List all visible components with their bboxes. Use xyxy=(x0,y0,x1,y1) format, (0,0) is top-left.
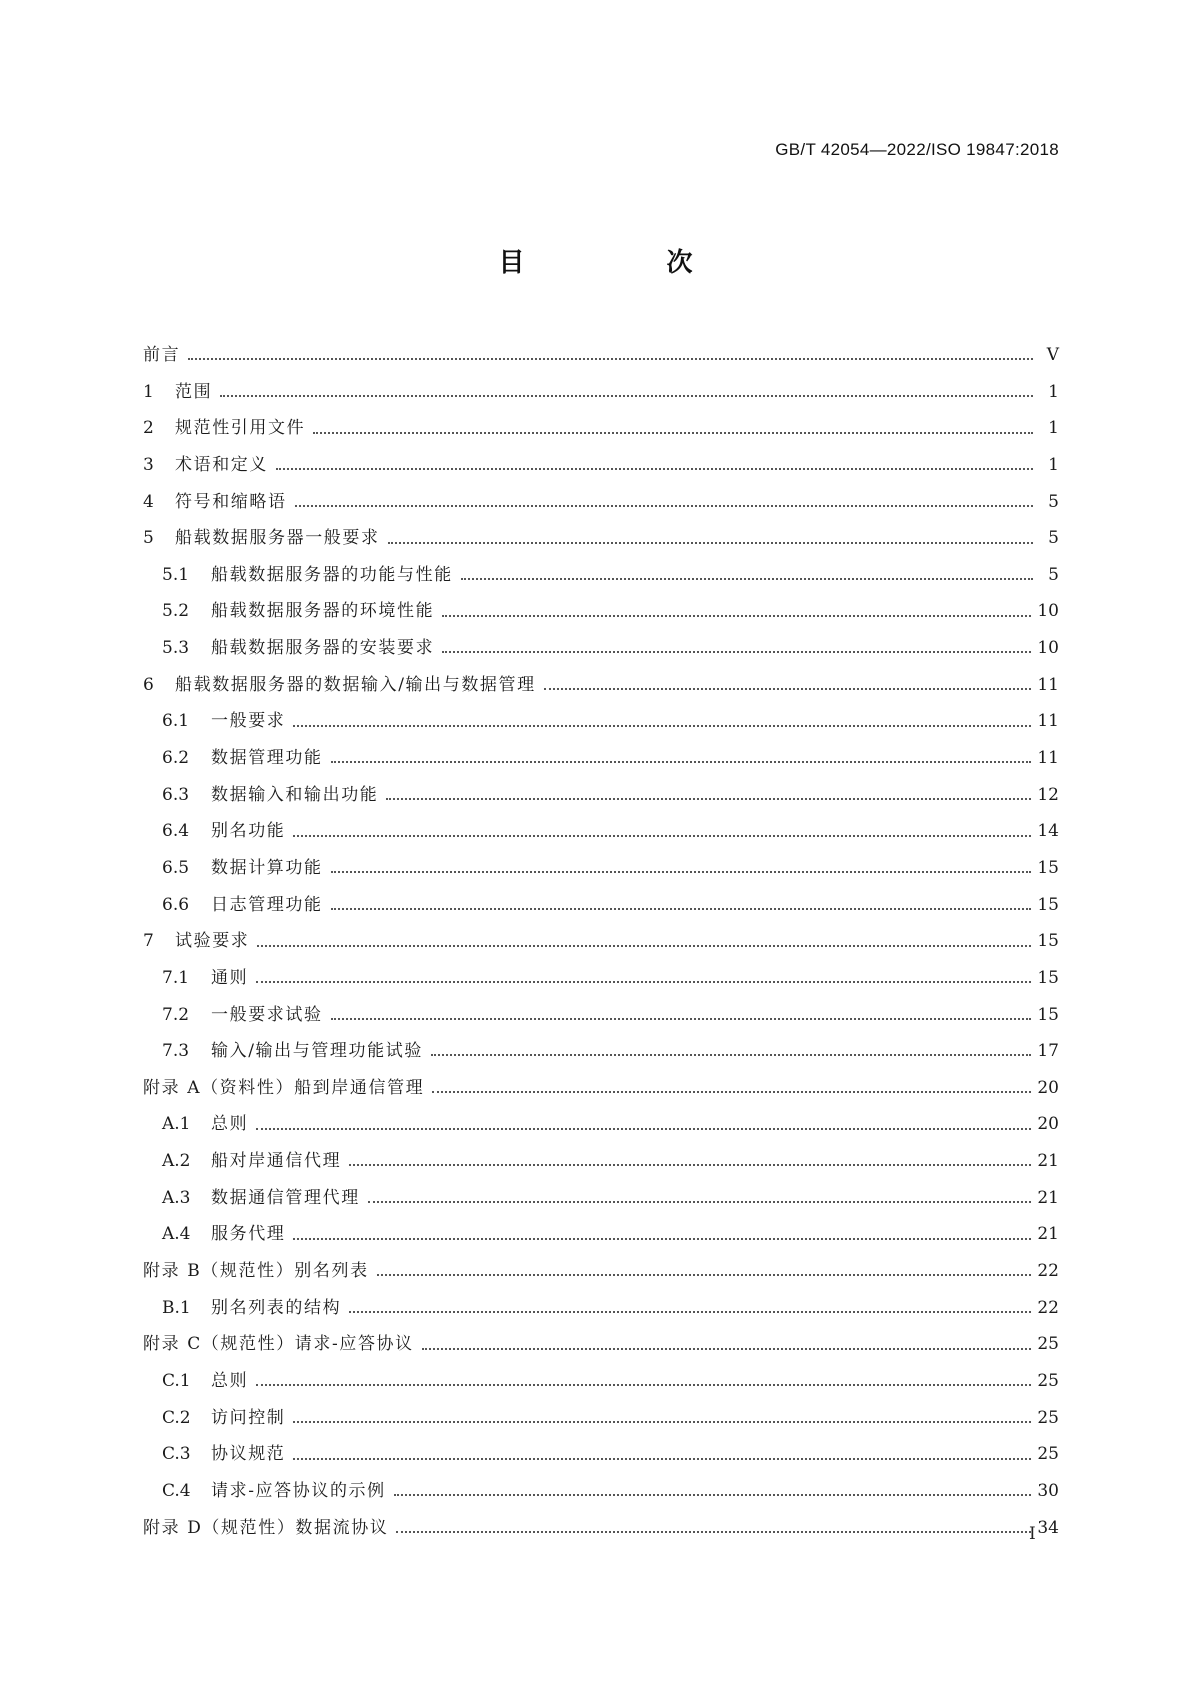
toc-entry-number: 5 xyxy=(143,528,154,549)
toc-entry-text: 服务代理 xyxy=(211,1224,286,1245)
toc-entry-page: V xyxy=(1046,345,1059,365)
toc-entry[interactable] xyxy=(143,923,1059,960)
toc-entry-page: 5 xyxy=(1048,564,1059,585)
toc-entry-number: 5.2 xyxy=(162,601,190,622)
toc-entry-number: 5.1 xyxy=(162,564,190,585)
dot-leader xyxy=(331,871,1032,873)
toc-entry-label xyxy=(143,447,268,484)
toc-entry-text: 范围 xyxy=(175,381,213,402)
toc-entry-page: 15 xyxy=(1037,967,1059,988)
toc-entry-label xyxy=(162,740,323,777)
toc-entry-page: 11 xyxy=(1037,674,1059,695)
toc-entry-page: 15 xyxy=(1037,857,1059,878)
toc-entry-label xyxy=(162,593,434,630)
dot-leader xyxy=(256,981,1031,983)
toc-entry-text: 请求-应答协议的示例 xyxy=(211,1480,386,1501)
toc-entry[interactable] xyxy=(143,1070,1059,1107)
toc-entry-page: 15 xyxy=(1037,894,1059,915)
toc-entry[interactable] xyxy=(143,1290,1059,1327)
toc-entry[interactable] xyxy=(143,557,1059,594)
toc-entry-page: 25 xyxy=(1037,1334,1059,1355)
toc-entry[interactable] xyxy=(143,740,1059,777)
toc-entry-label xyxy=(143,667,536,704)
toc-entry-number: C.1 xyxy=(162,1370,191,1391)
toc-entry-number: 2 xyxy=(143,418,154,439)
toc-entry-text: 规范性引用文件 xyxy=(175,418,306,439)
dot-leader xyxy=(368,1201,1032,1203)
toc-entry-label xyxy=(162,1143,341,1180)
toc-entry[interactable] xyxy=(143,1436,1059,1473)
toc-entry-label xyxy=(143,520,380,557)
page-number: I xyxy=(1029,1524,1036,1544)
dot-leader xyxy=(432,1091,1031,1093)
dot-leader xyxy=(461,578,1033,580)
toc-entry-number: 4 xyxy=(143,491,154,512)
toc-entry-text: 协议规范 xyxy=(211,1444,286,1465)
toc-entry-text: 船载数据服务器的安装要求 xyxy=(211,638,435,659)
toc-entry-page: 20 xyxy=(1037,1077,1059,1098)
toc-entry-page: 22 xyxy=(1037,1297,1059,1318)
toc-entry-page: 10 xyxy=(1037,638,1059,659)
dot-leader xyxy=(396,1531,1031,1533)
toc-entry-label xyxy=(162,813,285,850)
toc-entry[interactable] xyxy=(143,667,1059,704)
toc-entry-label xyxy=(162,1180,360,1217)
toc-entry-text: 通则 xyxy=(211,967,249,988)
dot-leader xyxy=(188,358,1033,360)
toc-entry-label xyxy=(162,1363,248,1400)
toc-entry-page: 25 xyxy=(1037,1407,1059,1428)
toc-entry-label xyxy=(162,997,323,1034)
toc-entry-number: A.2 xyxy=(162,1151,191,1172)
toc-entry-number: 6.2 xyxy=(162,748,190,769)
toc-entry[interactable] xyxy=(143,1033,1059,1070)
toc-entry[interactable] xyxy=(143,1326,1059,1363)
toc-entry[interactable] xyxy=(143,887,1059,924)
table-of-contents xyxy=(143,337,1059,1546)
dot-leader xyxy=(388,542,1033,544)
toc-entry[interactable] xyxy=(143,960,1059,997)
toc-entry-text: 附录 A（资料性）船到岸通信管理 xyxy=(143,1077,425,1098)
dot-leader xyxy=(394,1494,1032,1496)
toc-entry-text: 总则 xyxy=(211,1114,249,1135)
dot-leader xyxy=(293,835,1031,837)
dot-leader xyxy=(293,1421,1031,1423)
toc-entry-number: 7.1 xyxy=(162,967,190,988)
toc-entry[interactable] xyxy=(143,777,1059,814)
toc-entry[interactable] xyxy=(143,337,1059,374)
toc-entry-page: 21 xyxy=(1037,1151,1059,1172)
toc-entry-number: 6.5 xyxy=(162,857,190,878)
toc-entry-number: B.1 xyxy=(162,1297,191,1318)
toc-entry-page: 5 xyxy=(1048,491,1059,512)
dot-leader xyxy=(331,908,1032,910)
toc-entry[interactable] xyxy=(143,1180,1059,1217)
toc-entry-page: 14 xyxy=(1037,821,1059,842)
dot-leader xyxy=(295,505,1033,507)
toc-entry-text: 一般要求 xyxy=(211,711,286,732)
toc-entry-label xyxy=(162,850,323,887)
toc-entry-label xyxy=(162,557,453,594)
toc-entry-label xyxy=(162,630,434,667)
toc-entry-text: 船载数据服务器的数据输入/输出与数据管理 xyxy=(175,674,536,695)
toc-entry-number: C.3 xyxy=(162,1444,191,1465)
toc-entry-page: 10 xyxy=(1037,601,1059,622)
toc-entry-label xyxy=(143,1253,369,1290)
toc-entry-page: 11 xyxy=(1037,748,1059,769)
toc-entry[interactable] xyxy=(143,520,1059,557)
dot-leader xyxy=(313,432,1033,434)
toc-entry-page: 15 xyxy=(1037,1004,1059,1025)
toc-entry-number: A.3 xyxy=(162,1187,191,1208)
toc-entry-label xyxy=(143,923,249,960)
toc-entry-page: 21 xyxy=(1037,1224,1059,1245)
dot-leader xyxy=(431,1054,1031,1056)
toc-entry-number: 6 xyxy=(143,674,154,695)
toc-entry-label xyxy=(162,1436,285,1473)
toc-entry-label xyxy=(162,960,248,997)
toc-entry[interactable] xyxy=(143,1400,1059,1437)
toc-entry-text: 附录 B（规范性）别名列表 xyxy=(143,1261,369,1282)
toc-entry[interactable] xyxy=(143,1143,1059,1180)
toc-entry-text: 船对岸通信代理 xyxy=(211,1151,342,1172)
dot-leader xyxy=(349,1311,1031,1313)
toc-entry-page: 11 xyxy=(1037,711,1059,732)
toc-entry-number: 7.2 xyxy=(162,1004,190,1025)
toc-entry-page: 25 xyxy=(1037,1444,1059,1465)
toc-entry-page: 12 xyxy=(1037,784,1059,805)
toc-entry[interactable] xyxy=(143,703,1059,740)
toc-entry-text: 附录 C（规范性）请求-应答协议 xyxy=(143,1334,414,1355)
toc-entry-number: 3 xyxy=(143,454,154,475)
dot-leader xyxy=(331,1018,1032,1020)
toc-entry-text: 试验要求 xyxy=(175,931,250,952)
toc-entry-text: 术语和定义 xyxy=(175,454,268,475)
dot-leader xyxy=(349,1164,1031,1166)
toc-entry-text: 附录 D（规范性）数据流协议 xyxy=(143,1517,389,1538)
toc-entry-label xyxy=(143,1070,424,1107)
toc-entry-label xyxy=(162,777,378,814)
toc-entry-number: 5.3 xyxy=(162,638,190,659)
page-title: 目 次 xyxy=(498,248,751,278)
dot-leader xyxy=(544,688,1032,690)
toc-entry[interactable] xyxy=(143,1106,1059,1143)
dot-leader xyxy=(256,1128,1031,1130)
toc-entry-page: 30 xyxy=(1037,1480,1059,1501)
toc-entry-number: 7.3 xyxy=(162,1041,190,1062)
toc-entry-label xyxy=(143,337,180,374)
standard-code: GB/T 42054—2022/ISO 19847:2018 xyxy=(775,140,1059,159)
toc-entry-text: 一般要求试验 xyxy=(211,1004,323,1025)
toc-entry[interactable] xyxy=(143,997,1059,1034)
dot-leader xyxy=(293,1458,1031,1460)
toc-entry-label xyxy=(162,1473,386,1510)
toc-entry-label xyxy=(143,1326,414,1363)
toc-entry-label xyxy=(162,1033,423,1070)
toc-entry-label xyxy=(143,410,305,447)
toc-entry-page: 25 xyxy=(1037,1370,1059,1391)
toc-entry-text: 船载数据服务器一般要求 xyxy=(175,528,380,549)
dot-leader xyxy=(256,1384,1031,1386)
toc-entry-page: 20 xyxy=(1037,1114,1059,1135)
toc-entry-label xyxy=(162,887,323,924)
dot-leader xyxy=(276,468,1033,470)
toc-entry-text: 数据计算功能 xyxy=(211,857,323,878)
dot-leader xyxy=(293,1238,1031,1240)
toc-entry-label xyxy=(162,1400,285,1437)
toc-entry-page: 34 xyxy=(1037,1517,1059,1538)
toc-entry[interactable] xyxy=(143,1510,1059,1547)
toc-entry[interactable] xyxy=(143,374,1059,411)
toc-entry-number: 6.4 xyxy=(162,821,190,842)
toc-entry-label xyxy=(162,1216,285,1253)
dot-leader xyxy=(442,615,1031,617)
toc-entry-text: 船载数据服务器的环境性能 xyxy=(211,601,435,622)
dot-leader xyxy=(377,1274,1032,1276)
toc-entry[interactable] xyxy=(143,593,1059,630)
toc-entry[interactable] xyxy=(143,813,1059,850)
toc-entry-number: 1 xyxy=(143,381,154,402)
toc-entry-number: 6.1 xyxy=(162,711,190,732)
toc-entry-text: 别名功能 xyxy=(211,821,286,842)
toc-entry-label xyxy=(143,484,287,521)
dot-leader xyxy=(422,1348,1032,1350)
toc-entry-page: 1 xyxy=(1048,454,1059,475)
toc-entry[interactable] xyxy=(143,1473,1059,1510)
toc-entry-page: 22 xyxy=(1037,1261,1059,1282)
toc-entry-label xyxy=(143,374,212,411)
toc-entry-number: 7 xyxy=(143,931,154,952)
toc-entry[interactable] xyxy=(143,447,1059,484)
toc-entry-text: 数据通信管理代理 xyxy=(211,1187,360,1208)
toc-entry-label xyxy=(162,1290,341,1327)
toc-entry-text: 符号和缩略语 xyxy=(175,491,287,512)
toc-entry-number: A.1 xyxy=(162,1114,191,1135)
toc-entry-text: 输入/输出与管理功能试验 xyxy=(211,1041,423,1062)
toc-entry[interactable] xyxy=(143,484,1059,521)
dot-leader xyxy=(331,761,1032,763)
toc-entry-number: 6.3 xyxy=(162,784,190,805)
toc-entry-page: 1 xyxy=(1048,418,1059,439)
toc-entry[interactable] xyxy=(143,1363,1059,1400)
toc-entry-text: 前言 xyxy=(143,345,181,365)
toc-entry-page: 1 xyxy=(1048,381,1059,402)
dot-leader xyxy=(257,945,1031,947)
toc-entry-number: 6.6 xyxy=(162,894,190,915)
toc-entry-number: C.2 xyxy=(162,1407,191,1428)
toc-entry-number: C.4 xyxy=(162,1480,191,1501)
toc-entry[interactable] xyxy=(143,1216,1059,1253)
toc-entry-page: 15 xyxy=(1037,931,1059,952)
toc-entry-label xyxy=(162,1106,248,1143)
toc-entry-text: 数据输入和输出功能 xyxy=(211,784,379,805)
toc-entry[interactable] xyxy=(143,410,1059,447)
toc-entry-text: 访问控制 xyxy=(211,1407,286,1428)
dot-leader xyxy=(220,395,1033,397)
toc-entry-page: 21 xyxy=(1037,1187,1059,1208)
toc-entry-text: 船载数据服务器的功能与性能 xyxy=(211,564,453,585)
toc-entry-text: 日志管理功能 xyxy=(211,894,323,915)
toc-entry-number: A.4 xyxy=(162,1224,191,1245)
dot-leader xyxy=(293,725,1031,727)
toc-entry-label xyxy=(162,703,285,740)
toc-entry[interactable] xyxy=(143,1253,1059,1290)
toc-entry-page: 5 xyxy=(1048,528,1059,549)
toc-entry-text: 数据管理功能 xyxy=(211,748,323,769)
toc-entry-label xyxy=(143,1510,388,1547)
toc-entry[interactable] xyxy=(143,630,1059,667)
toc-entry-page: 17 xyxy=(1037,1041,1059,1062)
dot-leader xyxy=(386,798,1031,800)
toc-entry-text: 别名列表的结构 xyxy=(211,1297,342,1318)
toc-entry-text: 总则 xyxy=(211,1370,249,1391)
toc-entry[interactable] xyxy=(143,850,1059,887)
dot-leader xyxy=(442,651,1031,653)
